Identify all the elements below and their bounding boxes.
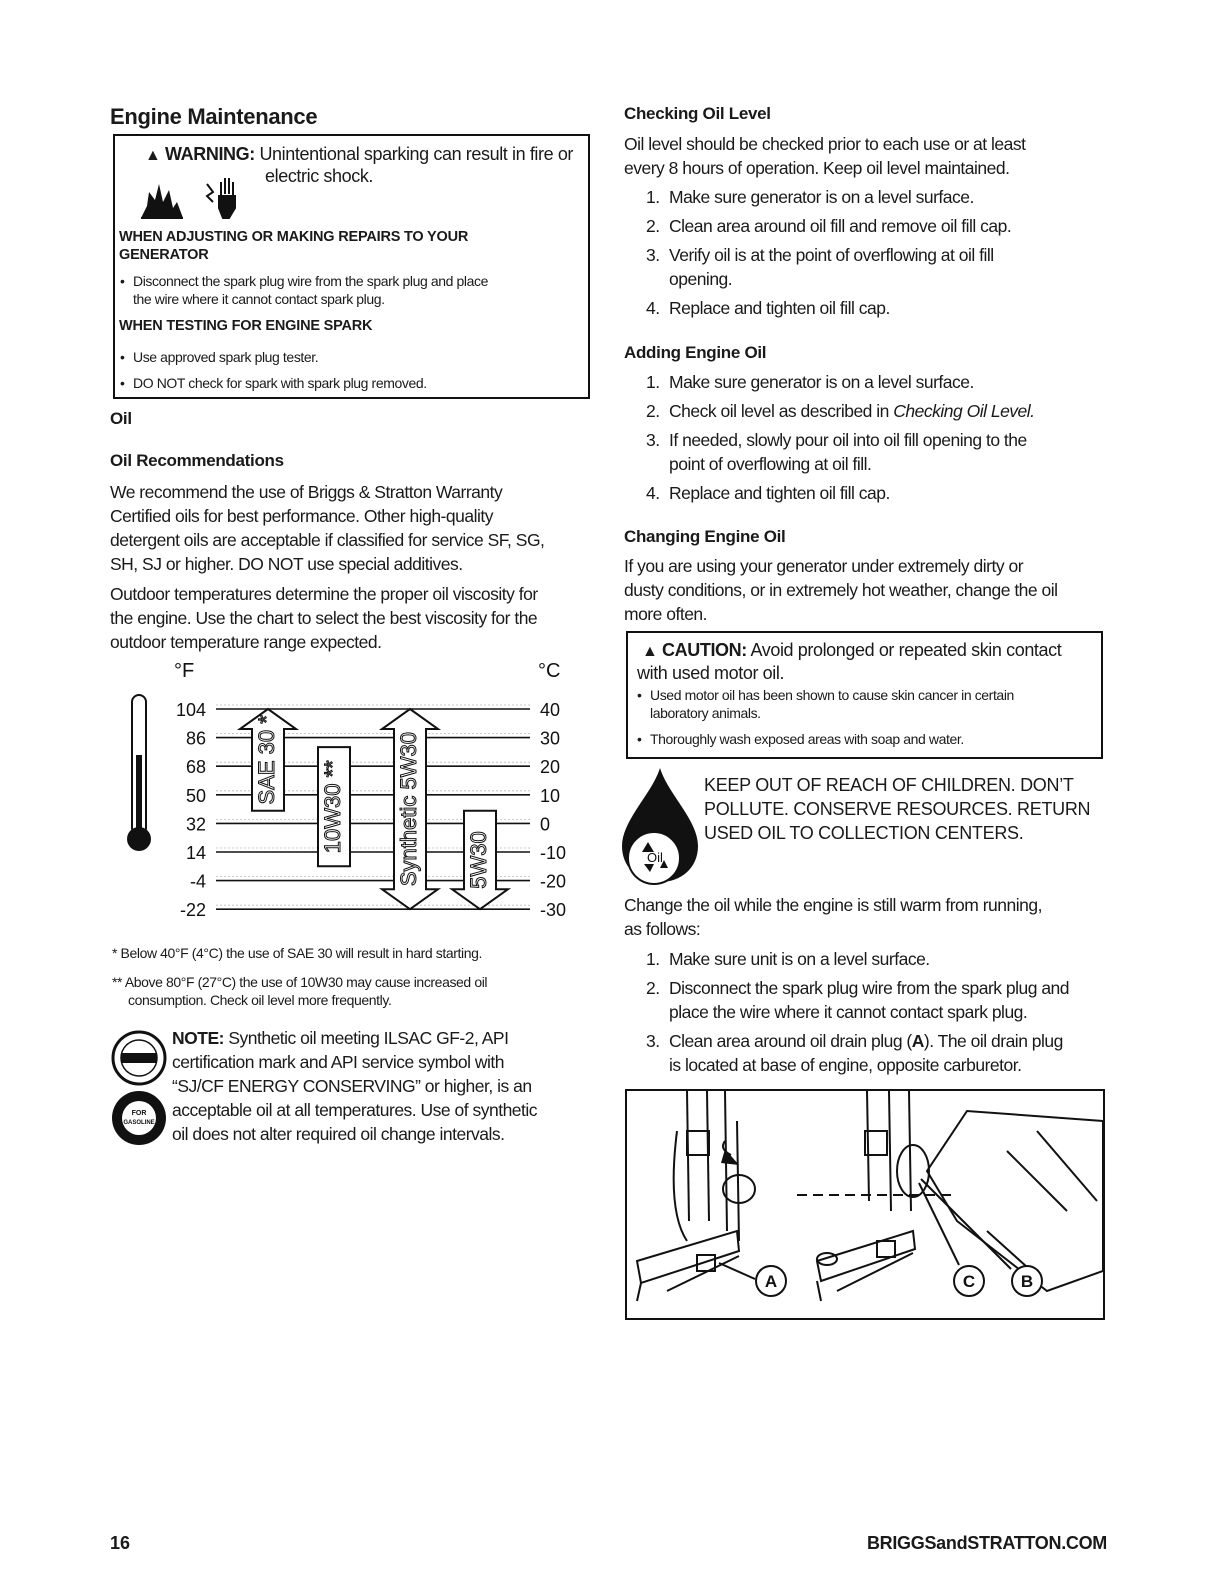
label-b — [1012, 1266, 1042, 1296]
celsius-tick-label: -30 — [540, 900, 567, 921]
oil-viscosity-chart — [110, 655, 590, 935]
viscosity-intro-text: Outdoor temperatures determine the proper oil viscosity for the engine. Use the chart to select the best viscosity for the outdoor temperature range expected. — [110, 584, 538, 652]
viscosity-series-label: SAE 30 * — [253, 715, 279, 805]
fahrenheit-tick-label: 32 — [185, 814, 206, 835]
electric-shock-hand-icon — [207, 178, 235, 218]
step: 4. Replace and tighten oil fill cap. — [646, 483, 890, 503]
change-oil-steps — [624, 947, 1114, 1077]
fahrenheit-tick-label: 68 — [185, 757, 206, 778]
oil-drop-recycle-icon — [618, 764, 702, 886]
caution-box — [626, 631, 1103, 759]
footnote-sae30: * Below 40°F (4°C) the use of SAE 30 will result in hard starting. — [112, 945, 482, 961]
caution-bullets — [636, 686, 1101, 748]
celsius-tick-label: 0 — [540, 814, 551, 835]
caution-text-1: Avoid prolonged or repeated skin contact — [750, 640, 1062, 660]
celsius-tick-label: -20 — [540, 871, 567, 892]
section-title: Engine Maintenance — [110, 104, 318, 129]
viscosity-series-label: Synthetic 5W30 — [395, 732, 421, 887]
step: 1. Make sure unit is on a level surface. — [646, 949, 930, 969]
label-a — [756, 1266, 786, 1296]
footnote-10w30: ** Above 80°F (27°C) the use of 10W30 may cause increased oil consumption. Check oil level more frequently. — [112, 974, 488, 1008]
unit-celsius-label: °C — [538, 660, 561, 682]
fire-icon — [141, 184, 183, 218]
fahrenheit-tick-label: -4 — [189, 871, 206, 892]
svg-text:B: B — [1020, 1272, 1034, 1291]
step: 1. Make sure generator is on a level surface. — [646, 372, 974, 392]
caution-bullet: • Used motor oil has been shown to cause skin cancer in certain laboratory animals. — [636, 686, 1101, 722]
warning-label: WARNING: — [165, 144, 255, 164]
warning-heading-repairs: WHEN ADJUSTING OR MAKING REPAIRS TO YOUR GENERATOR — [119, 229, 469, 263]
oil-recommendations-heading: Oil Recommendations — [110, 451, 284, 470]
removal-arrow-icon — [721, 1149, 739, 1165]
celsius-tick-label: 10 — [540, 785, 561, 806]
viscosity-series-label: 10W30 ** — [319, 760, 345, 854]
caution-label: CAUTION: — [662, 640, 747, 660]
adding-oil-heading: Adding Engine Oil — [624, 343, 767, 362]
drain-plug-figure — [625, 1089, 1105, 1320]
caution-triangle-icon: ▲ — [642, 643, 658, 660]
fahrenheit-tick-label: 14 — [185, 843, 206, 863]
celsius-tick-label: 20 — [540, 757, 561, 778]
celsius-tick-label: -10 — [540, 843, 567, 863]
checking-oil-steps — [624, 185, 1114, 320]
api-certification-icons — [108, 1030, 170, 1150]
page-number: 16 — [110, 1533, 131, 1553]
synthetic-oil-note: NOTE: Synthetic oil meeting ILSAC GF-2, API certification mark and API service symbol with “SJ/CF ENERGY CONSERVING” or higher, is an acceptable oil at all temperatures. Use of synthetic oil does not alter required oil change intervals. — [172, 1028, 538, 1144]
fahrenheit-tick-label: -22 — [179, 900, 206, 921]
fahrenheit-tick-label: 104 — [175, 700, 206, 720]
warning-triangle-icon: ▲ — [145, 147, 161, 164]
recycle-badge-text: Oil — [647, 850, 663, 865]
svg-text:A: A — [764, 1272, 778, 1291]
note-label: NOTE: — [172, 1028, 224, 1048]
svg-text:C: C — [962, 1272, 976, 1291]
adding-oil-steps — [624, 370, 1114, 505]
svg-text:GASOLINE: GASOLINE — [123, 1120, 155, 1126]
step: 3. If needed, slowly pour oil into oil fill opening to the point of overflowing at oil fill. — [646, 430, 1027, 474]
unit-fahrenheit-label: °F — [174, 660, 195, 682]
celsius-tick-label: 40 — [540, 700, 561, 720]
warning-box — [113, 134, 590, 399]
step: 3. Verify oil is at the point of overflowing at oil fill opening. — [646, 245, 994, 289]
step: 2. Check oil level as described in Checking Oil Level. — [646, 401, 1035, 421]
fahrenheit-tick-label: 50 — [185, 785, 206, 806]
fire-shock-icons — [133, 172, 253, 222]
fahrenheit-tick-label: 86 — [185, 728, 206, 749]
step: 4. Replace and tighten oil fill cap. — [646, 298, 890, 318]
step: 3. Clean area around oil drain plug (A). The oil drain plug is located at base of engine, opposite carburetor. — [646, 1031, 1063, 1075]
caution-line1 — [642, 640, 1061, 661]
step: 2. Disconnect the spark plug wire from the spark plug and place the wire where it cannot contact spark plug. — [646, 978, 1070, 1022]
warning-bullet: • Disconnect the spark plug wire from the spark plug and place the wire where it cannot contact spark plug. — [119, 272, 584, 308]
warning-line1 — [145, 144, 573, 165]
checking-oil-text: Oil level should be checked prior to each use or at least every 8 hours of operation. Keep oil level maintained. — [624, 134, 1026, 178]
oil-recommendations-text: We recommend the use of Briggs & Stratton Warranty Certified oils for best performance. Other high-quality detergent oils are acceptable if classified for service SF, SG, SH, SJ or higher. DO NOT use special additives. — [110, 482, 545, 574]
thermometer-icon — [127, 695, 151, 851]
changing-oil-text: If you are using your generator under extremely dirty or dusty conditions, or in extremely hot weather, change the oil more often. — [624, 556, 1058, 624]
warning-heading-spark: WHEN TESTING FOR ENGINE SPARK — [119, 318, 373, 334]
celsius-tick-label: 30 — [540, 728, 561, 749]
oil-heading: Oil — [110, 409, 132, 428]
step: 2. Clean area around oil fill and remove oil fill cap. — [646, 216, 1012, 236]
warning-text-2: electric shock. — [265, 166, 374, 186]
viscosity-series-label: 5W30 — [465, 831, 491, 889]
engine-drain-illustration — [627, 1091, 1103, 1318]
api-service-symbol-icon — [113, 1032, 165, 1084]
website-url: BRIGGSandSTRATTON.COM — [866, 1533, 1107, 1553]
caution-bullet: • Thoroughly wash exposed areas with soap and water. — [636, 730, 1101, 748]
caution-text-2: with used motor oil. — [637, 663, 785, 683]
checking-oil-heading: Checking Oil Level — [624, 104, 771, 123]
changing-oil-heading: Changing Engine Oil — [624, 527, 786, 546]
warning-text-1: Unintentional sparking can result in fire or — [259, 144, 574, 164]
step: 1. Make sure generator is on a level surface. — [646, 187, 974, 207]
recycle-message: KEEP OUT OF REACH OF CHILDREN. DON’T POLLUTE. CONSERVE RESOURCES. RETURN USED OIL TO COLLECTION CENTERS. — [704, 775, 1091, 843]
change-oil-intro: Change the oil while the engine is still warm from running, as follows: — [624, 895, 1042, 939]
label-c — [954, 1266, 984, 1296]
warning-bullets-2 — [119, 344, 584, 396]
svg-text:FOR: FOR — [131, 1110, 147, 1117]
warning-bullet: • Use approved spark plug tester. — [119, 344, 584, 370]
warning-bullet: • DO NOT check for spark with spark plug removed. — [119, 370, 584, 396]
warning-bullets-1 — [119, 272, 584, 308]
api-certification-mark-icon — [112, 1091, 166, 1145]
